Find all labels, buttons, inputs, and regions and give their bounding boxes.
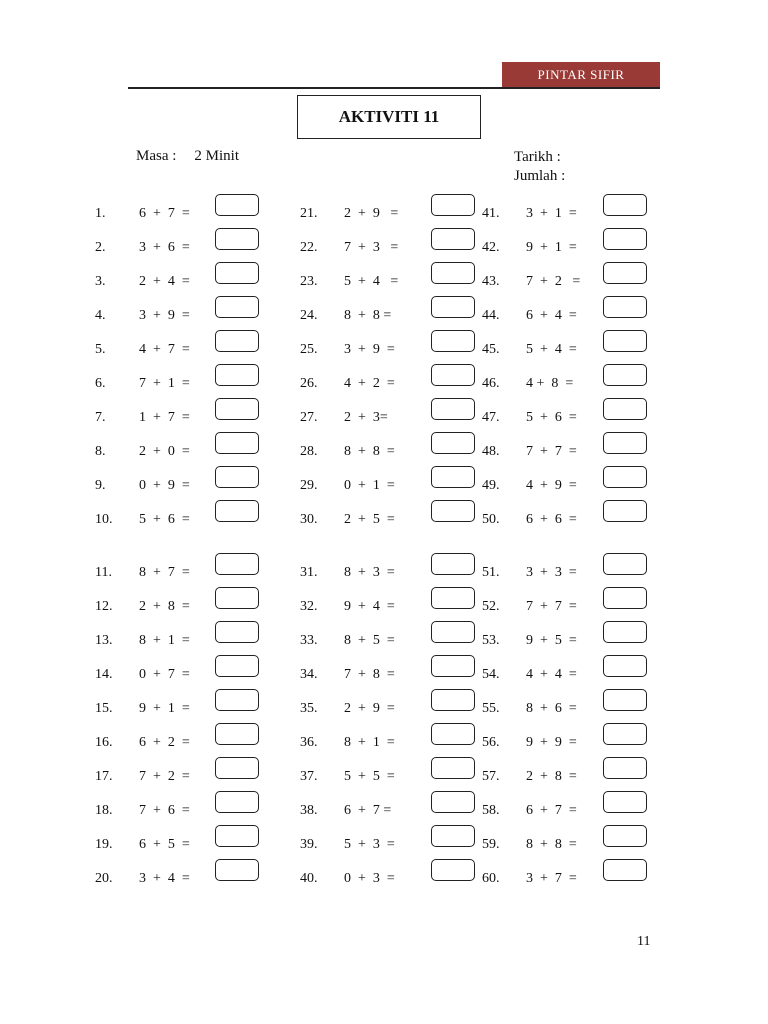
question-row xyxy=(300,374,395,394)
activity-title xyxy=(297,95,481,139)
question-number: 54. xyxy=(482,667,500,682)
answer-box[interactable] xyxy=(603,398,647,420)
question-number: 35. xyxy=(300,701,318,716)
question-number: 17. xyxy=(95,769,113,784)
question-number: 13. xyxy=(95,633,113,648)
question-row xyxy=(95,699,190,719)
question-expression: 7 + 8 = xyxy=(344,667,395,682)
question-expression: 6 + 5 = xyxy=(139,837,190,852)
answer-box[interactable] xyxy=(215,364,259,386)
question-row xyxy=(482,238,577,258)
question-expression: 6 + 6 = xyxy=(526,512,577,527)
question-expression: 2 + 4 = xyxy=(139,274,190,289)
question-number: 47. xyxy=(482,410,500,425)
question-row xyxy=(95,801,190,821)
question-number: 38. xyxy=(300,803,318,818)
question-row xyxy=(482,374,573,394)
question-number: 29. xyxy=(300,478,318,493)
answer-box[interactable] xyxy=(603,228,647,250)
question-number: 2. xyxy=(95,240,106,255)
answer-box[interactable] xyxy=(215,655,259,677)
time-value: 2 Minit xyxy=(194,148,240,164)
question-row xyxy=(95,869,190,889)
question-expression: 6 + 7 = xyxy=(344,803,392,818)
answer-box[interactable] xyxy=(431,621,475,643)
question-number: 56. xyxy=(482,735,500,750)
question-row xyxy=(482,510,577,530)
answer-box[interactable] xyxy=(431,500,475,522)
answer-box[interactable] xyxy=(215,466,259,488)
answer-box[interactable] xyxy=(603,194,647,216)
question-expression: 7 + 3 = xyxy=(344,240,399,255)
question-number: 15. xyxy=(95,701,113,716)
answer-box[interactable] xyxy=(215,262,259,284)
question-row xyxy=(482,597,577,617)
question-expression: 6 + 2 = xyxy=(139,735,190,750)
date-total-info xyxy=(514,148,565,186)
answer-box[interactable] xyxy=(603,859,647,881)
question-row xyxy=(300,272,398,292)
question-number: 18. xyxy=(95,803,113,818)
question-row xyxy=(95,408,190,428)
question-row xyxy=(300,476,395,496)
question-number: 46. xyxy=(482,376,500,391)
answer-box[interactable] xyxy=(215,432,259,454)
question-row xyxy=(300,699,395,719)
question-row xyxy=(482,442,577,462)
question-row xyxy=(300,801,391,821)
question-number: 9. xyxy=(95,478,106,493)
answer-box[interactable] xyxy=(431,432,475,454)
question-expression: 3 + 9 = xyxy=(139,308,190,323)
question-expression: 5 + 4 = xyxy=(526,342,577,357)
question-number: 49. xyxy=(482,478,500,493)
answer-box[interactable] xyxy=(431,655,475,677)
answer-box[interactable] xyxy=(215,553,259,575)
question-row xyxy=(95,510,190,530)
question-row xyxy=(300,563,395,583)
question-number: 14. xyxy=(95,667,113,682)
question-row xyxy=(95,374,190,394)
question-number: 39. xyxy=(300,837,318,852)
question-row xyxy=(300,340,395,360)
question-expression: 6 + 7 = xyxy=(526,803,577,818)
question-expression: 2 + 5 = xyxy=(344,512,395,527)
question-number: 1. xyxy=(95,206,106,221)
question-row xyxy=(300,238,398,258)
answer-box[interactable] xyxy=(603,587,647,609)
answer-box[interactable] xyxy=(603,466,647,488)
question-row xyxy=(300,835,395,855)
answer-box[interactable] xyxy=(431,262,475,284)
answer-box[interactable] xyxy=(431,859,475,881)
question-number: 12. xyxy=(95,599,113,614)
question-row xyxy=(482,631,577,651)
question-number: 28. xyxy=(300,444,318,459)
question-row xyxy=(482,733,577,753)
question-number: 3. xyxy=(95,274,106,289)
question-number: 43. xyxy=(482,274,500,289)
answer-box[interactable] xyxy=(215,228,259,250)
question-expression: 5 + 4 = xyxy=(344,274,399,289)
answer-box[interactable] xyxy=(603,757,647,779)
question-expression: 4 + 4 = xyxy=(526,667,577,682)
question-row xyxy=(95,272,190,292)
question-expression: 2 + 8 = xyxy=(139,599,190,614)
question-expression: 2 + 0 = xyxy=(139,444,190,459)
question-expression: 4 + 8 = xyxy=(526,376,574,391)
question-number: 53. xyxy=(482,633,500,648)
question-number: 50. xyxy=(482,512,500,527)
question-row xyxy=(300,869,395,889)
answer-box[interactable] xyxy=(603,723,647,745)
question-expression: 2 + 9 = xyxy=(344,206,399,221)
activity-title-text: AKTIVITI 11 xyxy=(338,107,440,126)
question-row xyxy=(95,597,190,617)
question-number: 22. xyxy=(300,240,318,255)
question-row xyxy=(95,204,190,224)
answer-box[interactable] xyxy=(603,621,647,643)
question-expression: 7 + 1 = xyxy=(139,376,190,391)
question-number: 23. xyxy=(300,274,318,289)
question-row xyxy=(300,442,395,462)
question-expression: 5 + 6 = xyxy=(139,512,190,527)
total-label: Jumlah : xyxy=(514,168,566,184)
answer-box[interactable] xyxy=(603,296,647,318)
question-number: 7. xyxy=(95,410,106,425)
question-expression: 8 + 8 = xyxy=(526,837,577,852)
question-row xyxy=(482,665,577,685)
answer-box[interactable] xyxy=(215,621,259,643)
answer-box[interactable] xyxy=(431,757,475,779)
question-expression: 9 + 4 = xyxy=(344,599,395,614)
question-expression: 9 + 5 = xyxy=(526,633,577,648)
question-number: 27. xyxy=(300,410,318,425)
question-row xyxy=(482,476,577,496)
question-row xyxy=(95,476,190,496)
question-row xyxy=(482,340,577,360)
question-number: 58. xyxy=(482,803,500,818)
answer-box[interactable] xyxy=(215,689,259,711)
question-number: 48. xyxy=(482,444,500,459)
question-number: 42. xyxy=(482,240,500,255)
question-expression: 6 + 7 = xyxy=(139,206,190,221)
question-row xyxy=(95,563,190,583)
header-band xyxy=(502,62,660,88)
question-number: 6. xyxy=(95,376,106,391)
question-number: 31. xyxy=(300,565,318,580)
answer-box[interactable] xyxy=(431,553,475,575)
header-band-label: PINTAR SIFIR xyxy=(537,67,625,82)
answer-box[interactable] xyxy=(215,296,259,318)
question-expression: 0 + 1 = xyxy=(344,478,395,493)
question-expression: 7 + 7 = xyxy=(526,444,577,459)
question-expression: 9 + 1 = xyxy=(526,240,577,255)
question-number: 34. xyxy=(300,667,318,682)
answer-box[interactable] xyxy=(215,757,259,779)
question-row xyxy=(300,665,395,685)
answer-box[interactable] xyxy=(215,723,259,745)
answer-box[interactable] xyxy=(215,587,259,609)
question-number: 55. xyxy=(482,701,500,716)
answer-box[interactable] xyxy=(215,398,259,420)
answer-box[interactable] xyxy=(431,194,475,216)
question-expression: 3 + 6 = xyxy=(139,240,190,255)
question-expression: 2 + 3= xyxy=(344,410,388,425)
time-info xyxy=(136,148,239,165)
question-number: 16. xyxy=(95,735,113,750)
answer-box[interactable] xyxy=(603,553,647,575)
question-expression: 1 + 7 = xyxy=(139,410,190,425)
question-expression: 3 + 3 = xyxy=(526,565,577,580)
time-label: Masa : xyxy=(136,148,177,164)
question-expression: 7 + 7 = xyxy=(526,599,577,614)
answer-box[interactable] xyxy=(431,296,475,318)
question-row xyxy=(95,340,190,360)
question-row xyxy=(300,408,388,428)
question-row xyxy=(300,733,395,753)
question-row xyxy=(482,563,577,583)
question-number: 4. xyxy=(95,308,106,323)
question-expression: 0 + 7 = xyxy=(139,667,190,682)
answer-box[interactable] xyxy=(603,262,647,284)
question-expression: 2 + 8 = xyxy=(526,769,577,784)
question-number: 59. xyxy=(482,837,500,852)
question-row xyxy=(482,699,577,719)
question-expression: 2 + 9 = xyxy=(344,701,395,716)
question-expression: 8 + 5 = xyxy=(344,633,395,648)
question-expression: 7 + 6 = xyxy=(139,803,190,818)
answer-box[interactable] xyxy=(603,364,647,386)
question-expression: 0 + 9 = xyxy=(139,478,190,493)
question-expression: 8 + 6 = xyxy=(526,701,577,716)
question-expression: 4 + 7 = xyxy=(139,342,190,357)
question-row xyxy=(300,306,391,326)
question-expression: 9 + 9 = xyxy=(526,735,577,750)
question-number: 57. xyxy=(482,769,500,784)
question-row xyxy=(482,306,577,326)
question-number: 44. xyxy=(482,308,500,323)
answer-box[interactable] xyxy=(431,364,475,386)
question-row xyxy=(482,204,577,224)
answer-box[interactable] xyxy=(215,330,259,352)
question-number: 33. xyxy=(300,633,318,648)
question-number: 32. xyxy=(300,599,318,614)
question-expression: 6 + 4 = xyxy=(526,308,577,323)
question-expression: 7 + 2 = xyxy=(139,769,190,784)
question-row xyxy=(95,306,190,326)
question-number: 19. xyxy=(95,837,113,852)
answer-box[interactable] xyxy=(431,791,475,813)
question-row xyxy=(300,631,395,651)
question-row xyxy=(300,204,398,224)
question-number: 40. xyxy=(300,871,318,886)
answer-box[interactable] xyxy=(603,689,647,711)
question-row xyxy=(300,767,395,787)
answer-box[interactable] xyxy=(603,655,647,677)
question-expression: 4 + 9 = xyxy=(526,478,577,493)
question-expression: 7 + 2 = xyxy=(526,274,581,289)
question-number: 52. xyxy=(482,599,500,614)
question-row xyxy=(482,767,577,787)
question-number: 11. xyxy=(95,565,112,580)
question-expression: 5 + 5 = xyxy=(344,769,395,784)
answer-box[interactable] xyxy=(603,825,647,847)
answer-box[interactable] xyxy=(603,500,647,522)
question-row xyxy=(95,442,190,462)
answer-box[interactable] xyxy=(215,194,259,216)
question-row xyxy=(482,801,577,821)
answer-box[interactable] xyxy=(603,791,647,813)
question-number: 51. xyxy=(482,565,500,580)
question-expression: 4 + 2 = xyxy=(344,376,395,391)
question-row xyxy=(95,733,190,753)
answer-box[interactable] xyxy=(431,723,475,745)
question-row xyxy=(95,835,190,855)
answer-box[interactable] xyxy=(431,689,475,711)
question-number: 21. xyxy=(300,206,318,221)
answer-box[interactable] xyxy=(431,466,475,488)
answer-box[interactable] xyxy=(431,228,475,250)
question-number: 5. xyxy=(95,342,106,357)
question-number: 20. xyxy=(95,871,113,886)
question-expression: 5 + 3 = xyxy=(344,837,395,852)
question-expression: 3 + 4 = xyxy=(139,871,190,886)
answer-box[interactable] xyxy=(431,330,475,352)
question-row xyxy=(95,665,190,685)
question-expression: 8 + 8 = xyxy=(344,444,395,459)
question-number: 36. xyxy=(300,735,318,750)
answer-box[interactable] xyxy=(431,587,475,609)
answer-box[interactable] xyxy=(431,398,475,420)
answer-box[interactable] xyxy=(215,791,259,813)
question-number: 45. xyxy=(482,342,500,357)
question-row xyxy=(482,869,577,889)
question-number: 24. xyxy=(300,308,318,323)
question-expression: 8 + 1 = xyxy=(344,735,395,750)
answer-box[interactable] xyxy=(215,825,259,847)
question-expression: 8 + 3 = xyxy=(344,565,395,580)
question-row xyxy=(300,597,395,617)
question-number: 37. xyxy=(300,769,318,784)
question-expression: 9 + 1 = xyxy=(139,701,190,716)
question-expression: 0 + 3 = xyxy=(344,871,395,886)
answer-box[interactable] xyxy=(215,859,259,881)
date-label: Tarikh : xyxy=(514,149,561,165)
question-row xyxy=(482,272,580,292)
question-row xyxy=(482,835,577,855)
answer-box[interactable] xyxy=(603,330,647,352)
answer-box[interactable] xyxy=(603,432,647,454)
question-row xyxy=(482,408,577,428)
question-number: 41. xyxy=(482,206,500,221)
question-expression: 3 + 9 = xyxy=(344,342,395,357)
question-expression: 5 + 6 = xyxy=(526,410,577,425)
question-number: 25. xyxy=(300,342,318,357)
page-number: 11 xyxy=(637,934,651,949)
question-expression: 8 + 1 = xyxy=(139,633,190,648)
question-number: 60. xyxy=(482,871,500,886)
answer-box[interactable] xyxy=(215,500,259,522)
question-expression: 3 + 7 = xyxy=(526,871,577,886)
question-number: 10. xyxy=(95,512,113,527)
question-row xyxy=(95,238,190,258)
question-number: 8. xyxy=(95,444,106,459)
question-row xyxy=(95,631,190,651)
question-number: 26. xyxy=(300,376,318,391)
question-number: 30. xyxy=(300,512,318,527)
question-row xyxy=(300,510,395,530)
question-row xyxy=(95,767,190,787)
header-rule xyxy=(128,87,660,89)
question-expression: 3 + 1 = xyxy=(526,206,577,221)
question-expression: 8 + 8 = xyxy=(344,308,392,323)
question-expression: 8 + 7 = xyxy=(139,565,190,580)
answer-box[interactable] xyxy=(431,825,475,847)
